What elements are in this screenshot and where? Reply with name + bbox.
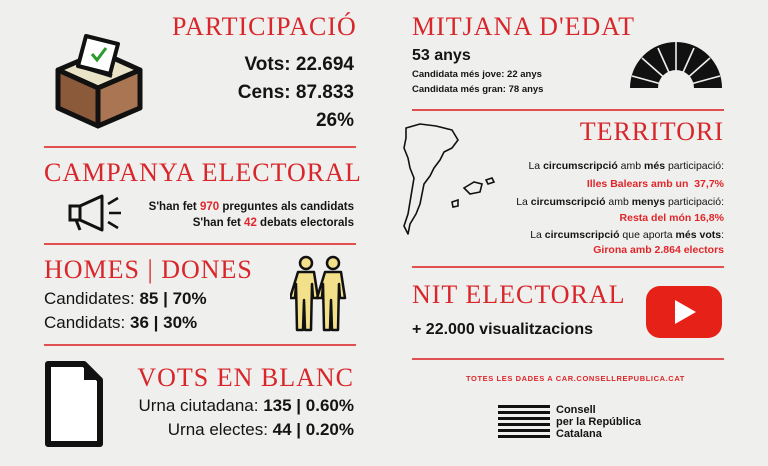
urna-electes-label: Urna electes:	[167, 420, 268, 439]
logo-line-2: per la República	[556, 416, 641, 428]
urna-electes-stat	[168, 420, 354, 440]
urna-ciutadana-label: Urna ciutadana:	[138, 396, 259, 415]
men-stat	[44, 313, 197, 333]
divider	[44, 243, 356, 245]
participacio-title: PARTICIPACIÓ	[172, 12, 357, 41]
oldest-value: 78 anys	[508, 84, 544, 95]
youngest-label: Candidata més jove:	[412, 69, 505, 80]
t3-b: circumscripció	[544, 229, 620, 241]
territory-line-2	[516, 196, 724, 208]
document-icon	[44, 360, 104, 448]
divider	[412, 358, 724, 360]
parliament-icon	[628, 40, 724, 90]
territory-result-1: Illes Balears amb un 37,7%	[586, 178, 724, 190]
women-stat	[44, 289, 207, 309]
territory-line-1	[528, 160, 724, 172]
t1-c: amb	[617, 160, 645, 172]
t1-e: participació:	[665, 160, 724, 172]
divider	[44, 344, 356, 346]
votes-value: 22.694	[295, 54, 354, 75]
logo-line-1: Consell	[556, 404, 596, 416]
urna-electes-value: 44 | 0.20%	[272, 420, 354, 439]
participation-percent: 26%	[315, 110, 354, 131]
map-icon	[400, 118, 500, 246]
youngest-value: 22 anys	[507, 69, 542, 80]
urna-ciutadana-stat	[138, 396, 354, 416]
ballot-box-icon	[48, 30, 148, 130]
territory-result-2: Resta del món 16,8%	[619, 212, 724, 224]
divider	[412, 109, 724, 111]
urna-ciutadana-value: 135 | 0.60%	[263, 396, 354, 415]
debates-post: debats electorals	[256, 217, 354, 229]
vots-blanc-title: VOTS EN BLANC	[137, 363, 354, 392]
divider	[44, 146, 356, 148]
census-stat	[238, 82, 354, 104]
debates-stat	[193, 217, 354, 229]
t2-a: La	[516, 196, 531, 208]
census-label: Cens:	[237, 82, 291, 103]
oldest-stat	[412, 84, 543, 95]
votes-label: Vots:	[244, 54, 291, 75]
census-value: 87.833	[295, 82, 354, 103]
t2-c: amb	[605, 196, 632, 208]
views-stat: + 22.000 visualitzacions	[412, 321, 593, 338]
territori-title: TERRITORI	[579, 117, 724, 146]
t3-e: :	[721, 229, 724, 241]
campanya-title: CAMPANYA ELECTORAL	[44, 158, 362, 187]
t1-d: més	[644, 160, 666, 172]
questions-count: 970	[199, 201, 220, 213]
men-label: Candidats:	[44, 313, 126, 332]
women-label: Candidates:	[44, 289, 135, 308]
t3-c: que aporta	[619, 229, 676, 241]
t3-a: La	[530, 229, 545, 241]
t2-d: menys	[631, 196, 666, 208]
debates-pre: S'han fet	[192, 217, 245, 229]
logo-line-3: Catalana	[556, 428, 602, 440]
questions-pre: S'han fet	[148, 201, 200, 213]
questions-stat	[149, 201, 354, 213]
nit-title: NIT ELECTORAL	[412, 280, 626, 309]
t2-b: circumscripció	[530, 196, 606, 208]
votes-stat	[245, 54, 355, 76]
youtube-icon[interactable]	[646, 286, 722, 338]
megaphone-icon	[66, 192, 126, 234]
debates-count: 42	[244, 217, 257, 229]
territory-result-3: Girona amb 2.864 electors	[593, 244, 724, 256]
consell-logo-text	[556, 404, 641, 440]
t1-a: La	[528, 160, 544, 172]
mean-age: 53 anys	[412, 47, 471, 64]
youngest-stat	[412, 69, 542, 80]
t2-e: participació:	[665, 196, 724, 208]
women-value: 85 | 70%	[139, 289, 207, 308]
divider	[412, 266, 724, 268]
homes-dones-title: HOMES | DONES	[44, 255, 253, 284]
consell-logo-icon	[498, 405, 550, 439]
oldest-label: Candidata més gran:	[412, 84, 506, 95]
mitjana-title: MITJANA D'EDAT	[412, 12, 636, 41]
people-icon	[290, 254, 350, 334]
territory-line-3	[530, 229, 724, 241]
men-value: 36 | 30%	[130, 313, 198, 332]
source-note[interactable]: TOTES LES DADES A CAR.CONSELLREPUBLICA.CAT	[466, 374, 685, 383]
questions-post: preguntes als candidats	[219, 201, 354, 213]
t3-d: més vots	[675, 229, 722, 241]
t1-b: circumscripció	[543, 160, 618, 172]
